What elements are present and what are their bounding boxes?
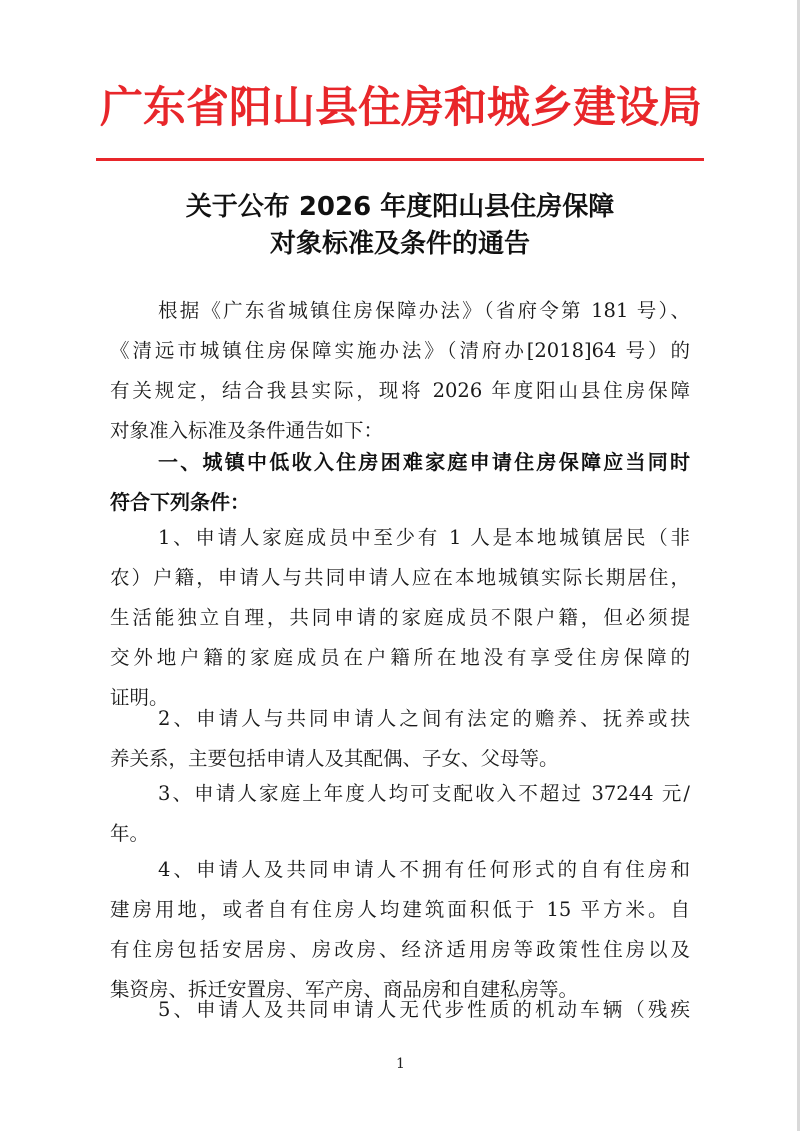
item-line: 生活能独立自理，共同申请的家庭成员不限户籍，但必须提 [110, 606, 690, 629]
letterhead-agency-name: 广东省阳山县住房和城乡建设局 [100, 83, 702, 133]
item-line: 4、申请人及共同申请人不拥有任何形式的自有住房和 [158, 858, 690, 881]
letterhead-red-rule [96, 158, 704, 161]
item-line: 2、申请人与共同申请人之间有法定的赡养、抚养或扶 [158, 707, 690, 730]
condition-item-5 [110, 990, 690, 1030]
intro-line: 根据《广东省城镇住房保障办法》（省府令第 181 号）、 [158, 299, 690, 322]
item-line: 养关系，主要包括申请人及其配偶、子女、父母等。 [110, 747, 559, 770]
item-line: 5、申请人及共同申请人无代步性质的机动车辆（残疾 [158, 998, 690, 1021]
intro-paragraph [110, 291, 690, 451]
item-line: 集资房、拆迁安置房、军产房、商品房和自建私房等。 [110, 978, 579, 1001]
condition-item-4 [110, 850, 690, 1010]
item-line: 建房用地，或者自有住房人均建筑面积低于 15 平方米。自 [110, 898, 690, 921]
condition-item-1 [110, 518, 690, 718]
item-line: 证明。 [110, 686, 169, 709]
item-line: 交外地户籍的家庭成员在户籍所在地没有享受住房保障的 [110, 646, 690, 669]
intro-line: 有关规定，结合我县实际，现将 2026 年度阳山县住房保障 [110, 379, 690, 402]
document-title-line-2: 对象标准及条件的通告 [269, 229, 530, 259]
item-line: 农）户籍，申请人与共同申请人应在本地城镇实际长期居住， [110, 566, 690, 589]
item-line: 有住房包括安居房、房改房、经济适用房等政策性住房以及 [110, 938, 690, 961]
page-number: 1 [396, 1056, 405, 1072]
document-title-line-1: 关于公布 2026 年度阳山县住房保障 [185, 192, 615, 222]
section-1-heading [110, 442, 690, 522]
section-heading-line: 符合下列条件： [110, 490, 250, 514]
condition-item-3 [110, 774, 690, 854]
section-heading-line: 一、城镇中低收入住房困难家庭申请住房保障应当同时 [158, 450, 690, 474]
item-line: 年。 [110, 822, 150, 845]
intro-line: 《清远市城镇住房保障实施办法》（清府办[2018]64 号）的 [110, 339, 690, 362]
item-line: 3、申请人家庭上年度人均可支配收入不超过 37244 元/ [158, 782, 690, 805]
intro-line: 对象准入标准及条件通告如下： [110, 419, 384, 442]
item-line: 1、申请人家庭成员中至少有 1 人是本地城镇居民（非 [158, 526, 690, 549]
condition-item-2 [110, 699, 690, 779]
